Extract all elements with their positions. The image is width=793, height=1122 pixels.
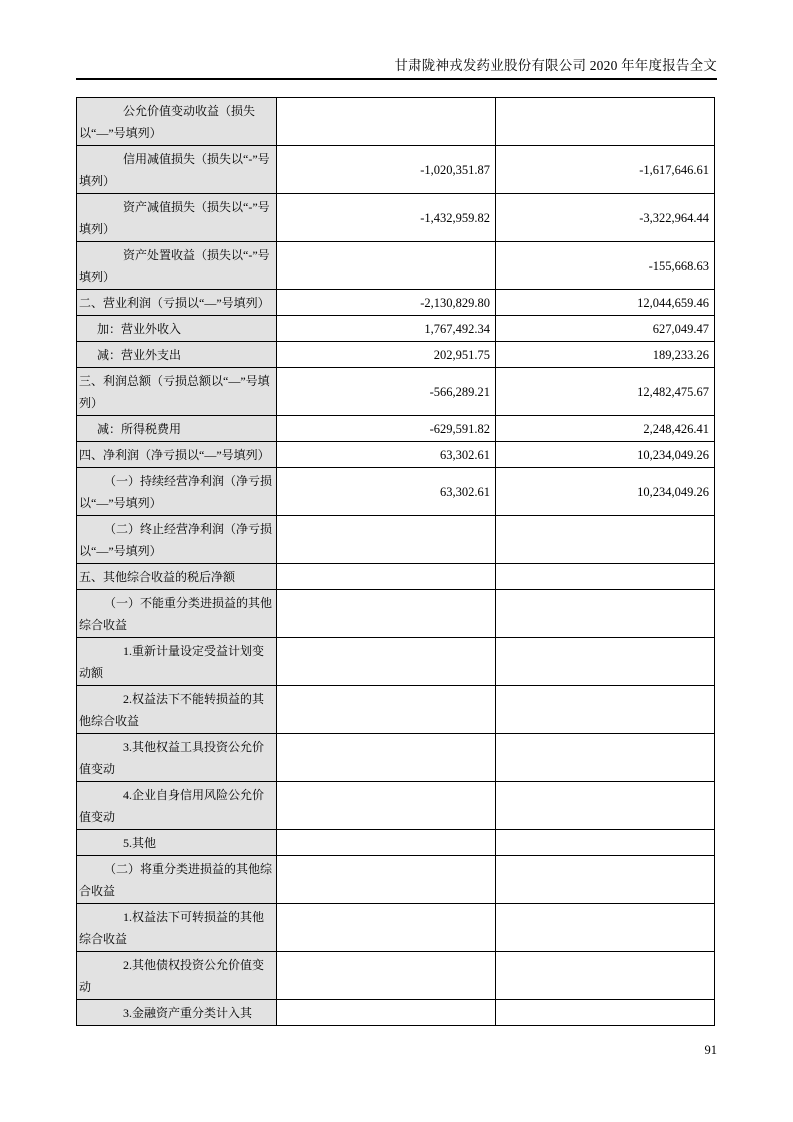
- table-row: [77, 856, 715, 904]
- table-row: [77, 194, 715, 242]
- row-label: （二）将重分类进损益的其他综合收益: [77, 856, 277, 904]
- row-amount-current-period: [277, 638, 496, 686]
- table-row: [77, 830, 715, 856]
- row-amount-current-period: [277, 1000, 496, 1026]
- row-amount-current-period: 1,767,492.34: [277, 316, 496, 342]
- table-row: [77, 782, 715, 830]
- row-amount-prior-period: [496, 564, 715, 590]
- row-label: 3.其他权益工具投资公允价值变动: [77, 734, 277, 782]
- row-amount-current-period: 63,302.61: [277, 442, 496, 468]
- row-amount-current-period: [277, 686, 496, 734]
- table-row: [77, 1000, 715, 1026]
- report-header-title: 甘肃陇神戎发药业股份有限公司 2020 年年度报告全文: [394, 58, 717, 73]
- row-amount-current-period: -629,591.82: [277, 416, 496, 442]
- row-label: 3.金融资产重分类计入其: [77, 1000, 277, 1026]
- table-row: [77, 416, 715, 442]
- row-label: 1.权益法下可转损益的其他综合收益: [77, 904, 277, 952]
- table-row: [77, 516, 715, 564]
- income-statement-table-body: [77, 98, 715, 1026]
- row-amount-prior-period: -1,617,646.61: [496, 146, 715, 194]
- row-label: 减：所得税费用: [77, 416, 277, 442]
- table-row: [77, 904, 715, 952]
- table-row: [77, 734, 715, 782]
- row-amount-prior-period: -3,322,964.44: [496, 194, 715, 242]
- row-amount-current-period: [277, 516, 496, 564]
- row-amount-prior-period: [496, 638, 715, 686]
- row-amount-current-period: -1,020,351.87: [277, 146, 496, 194]
- row-amount-prior-period: [496, 590, 715, 638]
- row-amount-current-period: -566,289.21: [277, 368, 496, 416]
- row-amount-current-period: 202,951.75: [277, 342, 496, 368]
- row-amount-prior-period: [496, 952, 715, 1000]
- table-row: [77, 98, 715, 146]
- row-amount-current-period: -1,432,959.82: [277, 194, 496, 242]
- row-amount-prior-period: 12,044,659.46: [496, 290, 715, 316]
- table-row: [77, 368, 715, 416]
- row-label: （一）持续经营净利润（净亏损以“—”号填列）: [77, 468, 277, 516]
- income-statement-table: [76, 97, 715, 1026]
- table-row: [77, 638, 715, 686]
- row-label: 2.权益法下不能转损益的其他综合收益: [77, 686, 277, 734]
- row-amount-current-period: [277, 782, 496, 830]
- row-amount-prior-period: [496, 856, 715, 904]
- row-label: 信用减值损失（损失以“-”号填列）: [77, 146, 277, 194]
- row-amount-prior-period: [496, 686, 715, 734]
- row-label: 加：营业外收入: [77, 316, 277, 342]
- row-amount-prior-period: 12,482,475.67: [496, 368, 715, 416]
- table-row: [77, 290, 715, 316]
- row-amount-prior-period: [496, 782, 715, 830]
- row-label: 公允价值变动收益（损失以“—”号填列）: [77, 98, 277, 146]
- page-number: 91: [704, 1043, 717, 1057]
- row-amount-current-period: [277, 564, 496, 590]
- table-row: [77, 590, 715, 638]
- row-label: 二、营业利润（亏损以“—”号填列）: [77, 290, 277, 316]
- row-amount-current-period: [277, 590, 496, 638]
- row-amount-prior-period: [496, 516, 715, 564]
- row-label: 资产处置收益（损失以“-”号填列）: [77, 242, 277, 290]
- row-label: （二）终止经营净利润（净亏损以“—”号填列）: [77, 516, 277, 564]
- row-amount-prior-period: [496, 734, 715, 782]
- row-amount-current-period: [277, 734, 496, 782]
- row-label: 2.其他债权投资公允价值变动: [77, 952, 277, 1000]
- row-amount-prior-period: [496, 1000, 715, 1026]
- table-row: [77, 564, 715, 590]
- row-label: 资产减值损失（损失以“-”号填列）: [77, 194, 277, 242]
- row-label: 1.重新计量设定受益计划变动额: [77, 638, 277, 686]
- row-amount-prior-period: 189,233.26: [496, 342, 715, 368]
- table-row: [77, 342, 715, 368]
- row-amount-current-period: [277, 830, 496, 856]
- row-amount-prior-period: 10,234,049.26: [496, 468, 715, 516]
- table-row: [77, 952, 715, 1000]
- row-amount-prior-period: -155,668.63: [496, 242, 715, 290]
- row-label: 4.企业自身信用风险公允价值变动: [77, 782, 277, 830]
- table-row: [77, 468, 715, 516]
- row-amount-current-period: [277, 242, 496, 290]
- row-amount-current-period: -2,130,829.80: [277, 290, 496, 316]
- row-label: （一）不能重分类进损益的其他综合收益: [77, 590, 277, 638]
- row-amount-prior-period: 2,248,426.41: [496, 416, 715, 442]
- header-rule: [76, 78, 717, 80]
- row-amount-prior-period: 627,049.47: [496, 316, 715, 342]
- row-amount-current-period: 63,302.61: [277, 468, 496, 516]
- row-amount-current-period: [277, 98, 496, 146]
- table-row: [77, 442, 715, 468]
- row-amount-current-period: [277, 904, 496, 952]
- row-label: 三、利润总额（亏损总额以“—”号填列）: [77, 368, 277, 416]
- row-amount-prior-period: [496, 904, 715, 952]
- row-amount-prior-period: [496, 98, 715, 146]
- table-row: [77, 242, 715, 290]
- table-row: [77, 146, 715, 194]
- row-amount-prior-period: [496, 830, 715, 856]
- row-label: 5.其他: [77, 830, 277, 856]
- report-header: [76, 54, 717, 74]
- row-label: 减：营业外支出: [77, 342, 277, 368]
- table-row: [77, 686, 715, 734]
- row-label: 四、净利润（净亏损以“—”号填列）: [77, 442, 277, 468]
- row-amount-current-period: [277, 952, 496, 1000]
- row-label: 五、其他综合收益的税后净额: [77, 564, 277, 590]
- row-amount-current-period: [277, 856, 496, 904]
- row-amount-prior-period: 10,234,049.26: [496, 442, 715, 468]
- table-row: [77, 316, 715, 342]
